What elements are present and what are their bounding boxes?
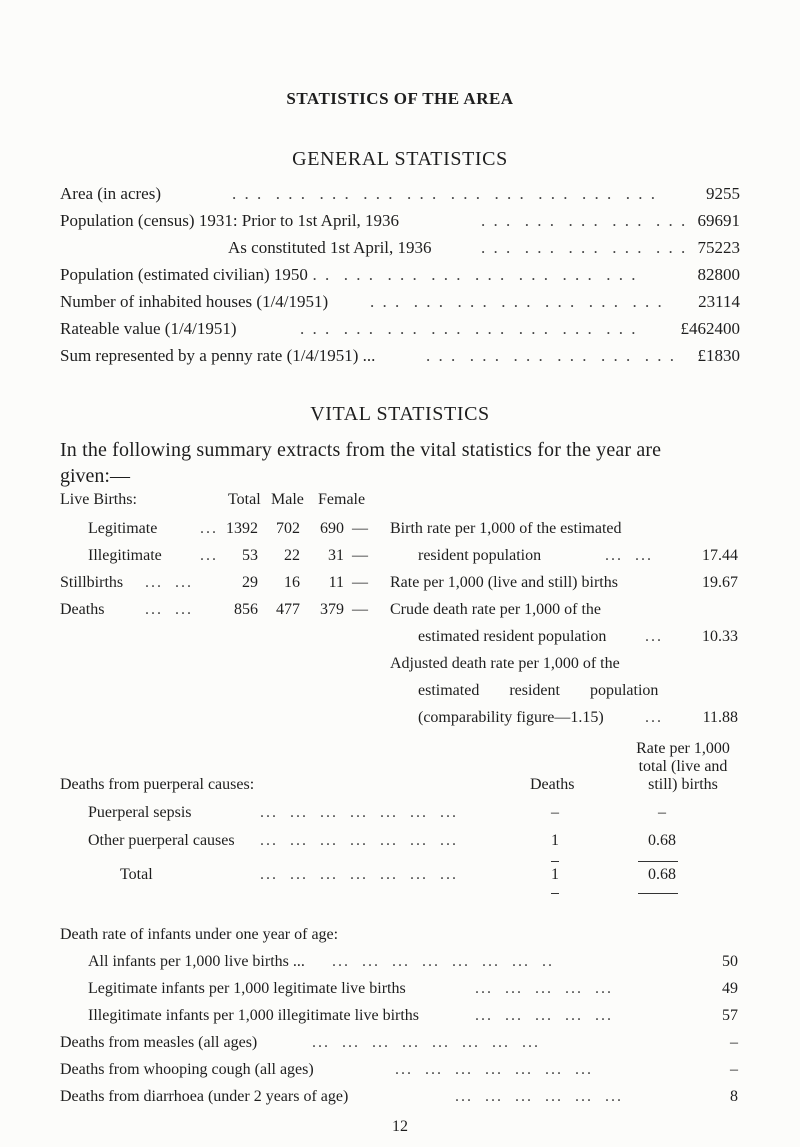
leader-dots: . . . . . . . . . . . . . . . . . . . . . . . . xyxy=(300,265,638,284)
leader-dots: ... xyxy=(645,709,663,726)
general-row-label: Sum represented by a penny rate (1/4/1951) ... xyxy=(60,346,376,365)
crude-rate-text-cont: estimated resident population xyxy=(418,628,607,645)
row-dash: — xyxy=(352,547,368,564)
leader-dots: . . . . . . . . . . . . . . . . . . . . . xyxy=(370,292,664,311)
leader-dots: ... xyxy=(200,547,218,564)
general-row-value: £462400 xyxy=(680,319,740,338)
general-row-value: 23114 xyxy=(698,292,740,311)
births-male: 16 xyxy=(284,574,300,591)
leader-dots: ... ... xyxy=(145,601,193,618)
general-row-label: Number of inhabited houses (1/4/1951) xyxy=(60,292,329,311)
total-rule xyxy=(638,893,678,894)
leader-dots: ... ... ... ... ... ... ... xyxy=(260,866,458,883)
puerperal-rate: – xyxy=(658,804,666,821)
births-female: 11 xyxy=(328,574,344,591)
births-row-label: Stillbirths xyxy=(60,574,124,591)
births-male: 477 xyxy=(276,601,300,618)
births-total: 53 xyxy=(242,547,258,564)
births-row-label: Illegitimate xyxy=(88,547,162,564)
leader-dots: ... ... ... ... ... ... ... xyxy=(260,804,458,821)
general-row-value: 69691 xyxy=(697,211,740,230)
puerperal-heading: Deaths from puerperal causes: xyxy=(60,776,255,793)
birth-rate-text: Birth rate per 1,000 of the estimated xyxy=(390,520,622,537)
leader-dots: . . . . . . . . . . . . . . . . . . . . . . . . . . . . . . xyxy=(232,184,657,203)
general-row-label: Population (census) 1931: Prior to 1st April, 1936 xyxy=(60,211,400,230)
vital-intro-cont: given:— xyxy=(60,465,130,487)
births-total: 856 xyxy=(234,601,258,618)
total-rule xyxy=(551,893,559,894)
leader-dots: ... ... ... ... ... xyxy=(475,1007,613,1024)
birth-rate-value: 17.44 xyxy=(702,547,738,564)
infant-row-value: 49 xyxy=(722,980,738,997)
deaths-row-value: – xyxy=(730,1034,738,1051)
leader-dots: . . . . . . . . . . . . . . . . . . . . . . . . xyxy=(300,319,638,338)
puerperal-row-label: Puerperal sepsis xyxy=(88,804,192,821)
infant-row-value: 50 xyxy=(722,953,738,970)
puerperal-deaths: – xyxy=(551,804,559,821)
col-male: Male xyxy=(271,491,304,508)
general-row-label: Rateable value (1/4/1951) xyxy=(60,319,237,338)
leader-dots: ... ... ... ... ... ... ... xyxy=(395,1061,593,1078)
still-rate-value: 19.67 xyxy=(702,574,738,591)
page-title: STATISTICS OF THE AREA xyxy=(286,89,514,108)
col-rate-header-1: Rate per 1,000 xyxy=(636,740,730,757)
deaths-row-value: 8 xyxy=(730,1088,738,1105)
leader-dots: ... xyxy=(645,628,663,645)
col-deaths-header: Deaths xyxy=(530,776,575,793)
puerperal-total-rate: 0.68 xyxy=(648,866,676,883)
general-row-value: £1830 xyxy=(697,346,740,365)
vital-intro: In the following summary extracts from the vital statistics for the year are xyxy=(60,439,662,461)
puerperal-rate: 0.68 xyxy=(648,832,676,849)
births-row-label: Legitimate xyxy=(88,520,158,537)
births-row-label: Deaths xyxy=(60,601,105,618)
general-row-value: 82800 xyxy=(697,265,740,284)
adjusted-rate-text-cont: estimated resident population xyxy=(418,682,659,699)
leader-dots: ... ... ... ... ... ... ... xyxy=(260,832,458,849)
deaths-row-label: Deaths from whooping cough (all ages) xyxy=(60,1061,314,1078)
infant-row-label: All infants per 1,000 live births ... xyxy=(88,953,305,970)
still-rate-text: Rate per 1,000 (live and still) births xyxy=(390,574,618,591)
col-total: Total xyxy=(228,491,261,508)
puerperal-total-deaths: 1 xyxy=(551,866,559,883)
puerperal-deaths: 1 xyxy=(551,832,559,849)
infant-row-label: Illegitimate infants per 1,000 illegitimate live births xyxy=(88,1007,420,1024)
col-rate-header-3: still) births xyxy=(648,776,718,793)
col-female: Female xyxy=(318,491,366,508)
general-row-label: As constituted 1st April, 1936 xyxy=(228,238,432,257)
row-dash: — xyxy=(352,574,368,591)
leader-dots: ... ... xyxy=(605,547,653,564)
leader-dots: ... ... ... ... ... ... ... .. xyxy=(332,953,554,970)
general-row-label: Area (in acres) xyxy=(60,184,161,203)
birth-rate-text-cont: resident population xyxy=(418,547,542,564)
leader-dots: ... ... ... ... ... xyxy=(475,980,613,997)
deaths-row-label: Deaths from diarrhoea (under 2 years of age) xyxy=(60,1088,349,1105)
births-total: 29 xyxy=(242,574,258,591)
births-female: 690 xyxy=(320,520,344,537)
leader-dots: ... xyxy=(200,520,218,537)
general-row-value: 75223 xyxy=(697,238,740,257)
leader-dots: ... ... xyxy=(145,574,193,591)
row-dash: — xyxy=(352,601,368,618)
births-male: 22 xyxy=(284,547,300,564)
live-births-label: Live Births: xyxy=(60,491,137,508)
infant-row-label: Legitimate infants per 1,000 legitimate live births xyxy=(88,980,406,997)
births-total: 1392 xyxy=(226,520,258,537)
births-female: 379 xyxy=(320,601,344,618)
leader-dots: ... ... ... ... ... ... ... ... xyxy=(312,1034,540,1051)
row-dash: — xyxy=(352,520,368,537)
births-male: 702 xyxy=(276,520,300,537)
deaths-row-label: Deaths from measles (all ages) xyxy=(60,1034,258,1051)
adjusted-rate-text-cont2: (comparability figure—1.15) xyxy=(418,709,604,726)
general-row-value: 9255 xyxy=(706,184,740,203)
page-number: 12 xyxy=(392,1118,408,1135)
infant-heading: Death rate of infants under one year of age: xyxy=(60,926,339,943)
leader-dots: ... ... ... ... ... ... xyxy=(455,1088,623,1105)
leader-dots: . . . . . . . . . . . . . . . xyxy=(481,211,688,230)
col-rate-header-2: total (live and xyxy=(638,758,728,775)
adjusted-rate-text: Adjusted death rate per 1,000 of the xyxy=(390,655,620,672)
infant-row-value: 57 xyxy=(722,1007,738,1024)
puerperal-row-label: Other puerperal causes xyxy=(88,832,235,849)
vital-statistics-heading: VITAL STATISTICS xyxy=(310,403,490,425)
crude-rate-text: Crude death rate per 1,000 of the xyxy=(390,601,602,618)
general-statistics-heading: GENERAL STATISTICS xyxy=(292,148,508,170)
sum-rule xyxy=(551,861,559,862)
leader-dots: . . . . . . . . . . . . . . . xyxy=(481,238,688,257)
adjusted-rate-value: 11.88 xyxy=(702,709,738,726)
deaths-row-value: – xyxy=(730,1061,738,1078)
puerperal-total-label: Total xyxy=(120,866,153,883)
sum-rule xyxy=(638,861,678,862)
general-row-label: Population (estimated civilian) 1950 xyxy=(60,265,308,284)
leader-dots: . . . . . . . . . . . . . . . . . . xyxy=(426,346,676,365)
births-female: 31 xyxy=(328,547,344,564)
crude-rate-value: 10.33 xyxy=(702,628,738,645)
